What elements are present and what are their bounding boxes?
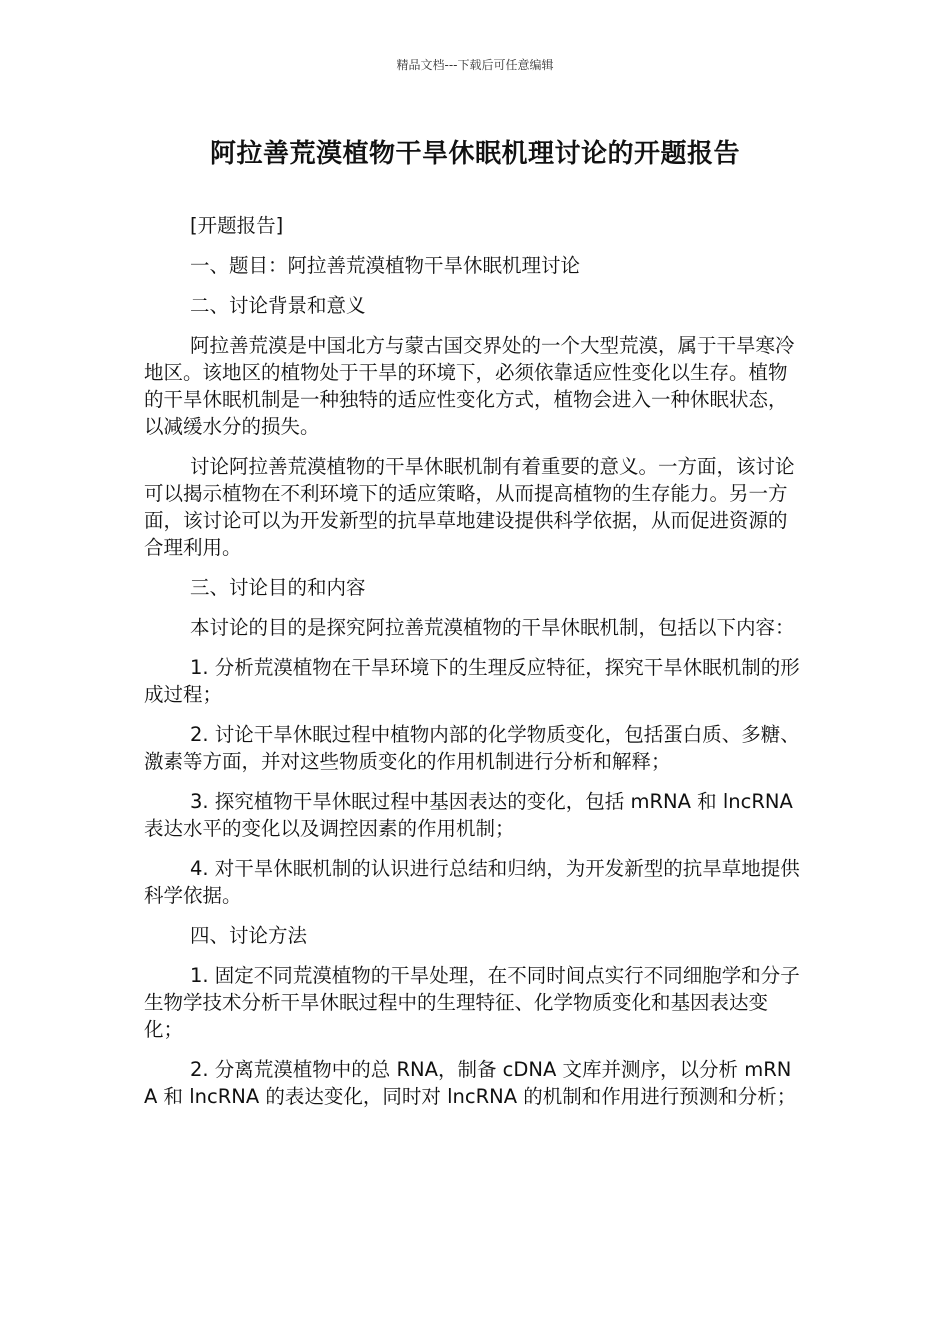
section-heading-background: 二、讨论背景和意义: [190, 294, 366, 317]
document-body: [144, 212, 800, 1123]
section-heading-objectives: 三、讨论目的和内容: [190, 576, 366, 599]
header-note: 精品文档---下载后可任意编辑: [396, 58, 554, 72]
objective-item-1: 1. 分析荒漠植物在干旱环境下的生理反应特征，探究干旱休眠机制的形成过程；: [144, 656, 800, 706]
method-item-2: 2. 分离荒漠植物中的总 RNA，制备 cDNA 文库并测序，以分析 mRNA 和 lncRNA 的表达变化，同时对 lncRNA 的机制和作用进行预测和分析；: [144, 1058, 797, 1108]
paragraph-objectives-intro: 本讨论的目的是探究阿拉善荒漠植物的干旱休眠机制，包括以下内容：: [190, 616, 795, 639]
objective-item-2: 2. 讨论干旱休眠过程中植物内部的化学物质变化，包括蛋白质、多糖、激素等方面，并对这些物质变化的作用机制进行分析和解释；: [144, 723, 800, 773]
paragraph-label: [开题报告]: [190, 214, 284, 237]
paragraph-background-1: 阿拉善荒漠是中国北方与蒙古国交界处的一个大型荒漠，属于干旱寒冷地区。该地区的植物处于干旱的环境下，必须依靠适应性变化以生存。植物的干旱休眠机制是一种独特的适应性变化方式，植物会进入一种休眠状态，以减缓水分的损失。: [144, 334, 795, 438]
objective-item-3: 3. 探究植物干旱休眠过程中基因表达的变化，包括 mRNA 和 lncRNA 表达水平的变化以及调控因素的作用机制；: [144, 790, 793, 840]
document-title: 阿拉善荒漠植物干旱休眠机理讨论的开题报告: [209, 139, 740, 169]
section-heading-methods: 四、讨论方法: [190, 924, 308, 947]
method-item-1: 1. 固定不同荒漠植物的干旱处理，在不同时间点实行不同细胞学和分子生物学技术分析干旱休眠过程中的生理特征、化学物质变化和基因表达变化；: [144, 964, 800, 1041]
section-topic: 一、题目：阿拉善荒漠植物干旱休眠机理讨论: [190, 254, 581, 277]
objective-item-4: 4. 对干旱休眠机制的认识进行总结和归纳，为开发新型的抗旱草地提供科学依据。: [144, 857, 800, 907]
paragraph-background-2: 讨论阿拉善荒漠植物的干旱休眠机制有着重要的意义。一方面，该讨论可以揭示植物在不利环境下的适应策略，从而提高植物的生存能力。另一方面，该讨论可以为开发新型的抗旱草地建设提供科学依据，从而促进资源的合理利用。: [144, 455, 795, 559]
